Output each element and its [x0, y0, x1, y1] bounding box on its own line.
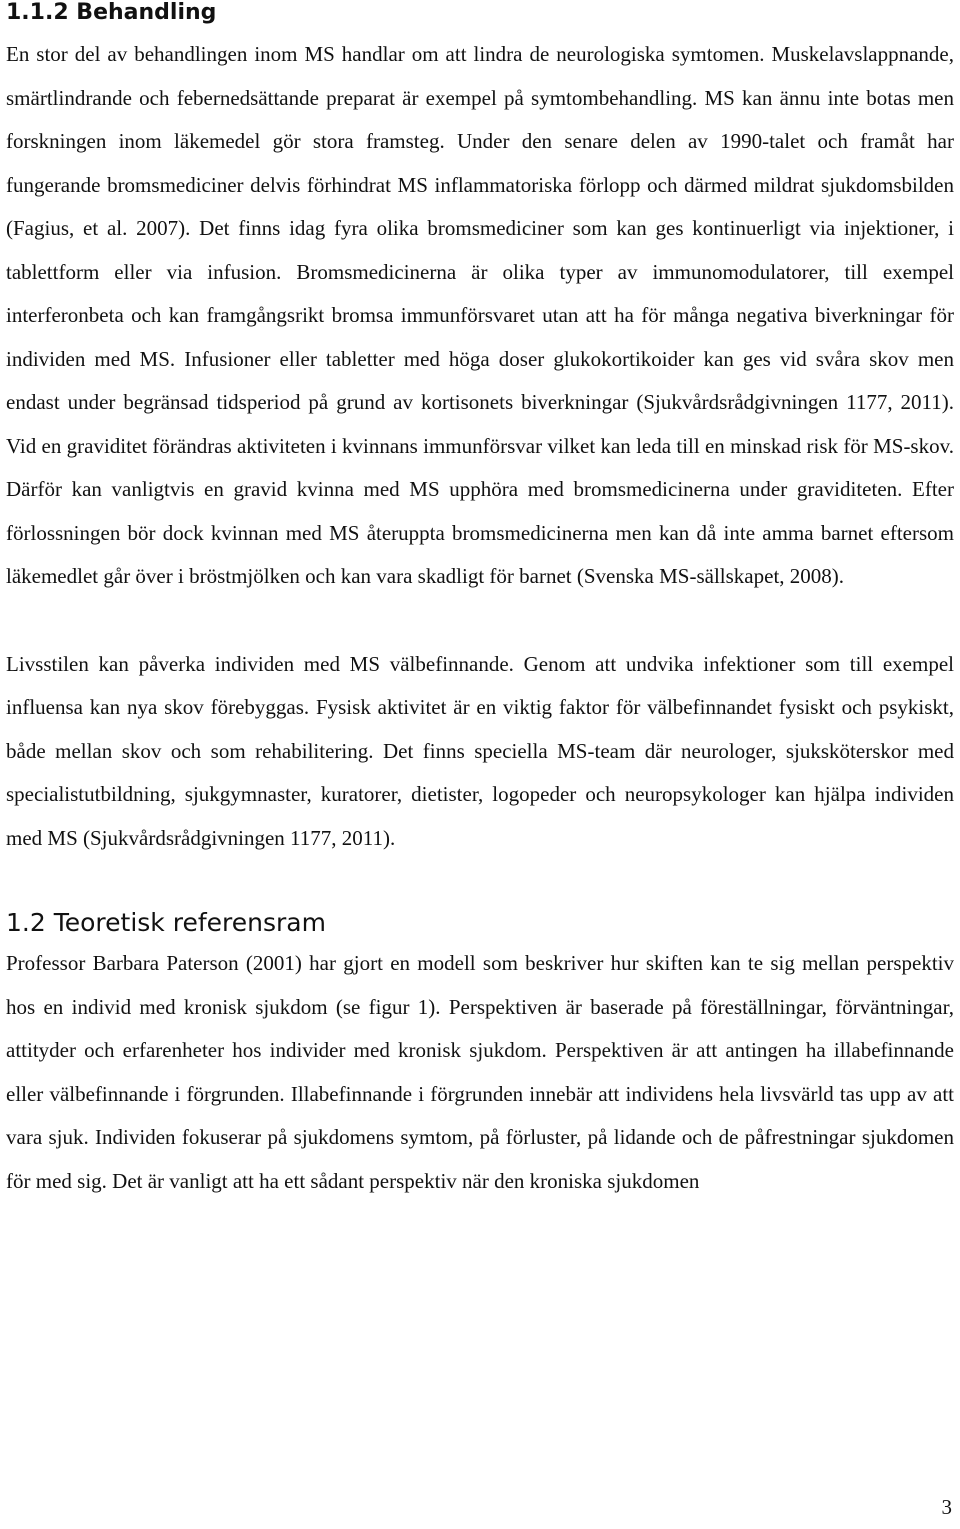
- page-number: 3: [941, 1495, 952, 1519]
- paragraph-teoretisk-referensram-1: Professor Barbara Paterson (2001) har gjort en modell som beskriver hur skiften kan te sig mellan perspektiv hos en individ med kronisk sjukdom (se figur 1). Perspektiven är baserade på föreställningar, förväntningar, attityder och erfarenheter hos individer med kronisk sjukdom. Perspektiven är att antingen ha illabefinnande eller välbefinnande i förgrunden. Illabefinnande i förgrunden innebär att individens hela livsvärld tas upp av att vara sjuk. Individen fokuserar på sjukdomens symtom, på förluster, på lidande och de påfrestningar sjukdomen för med sig. Det är vanligt att ha ett sådant perspektiv när den kroniska sjukdomen: [6, 951, 954, 1193]
- paragraph-behandling-1: En stor del av behandlingen inom MS handlar om att lindra de neurologiska symtomen. Muskelavslappnande, smärtlindrande och febernedsättande preparat är exempel på symtombehandling. MS kan ännu inte botas men forskningen inom läkemedel gör stora framsteg. Under den senare delen av 1990-talet och framåt har fungerande bromsmediciner delvis förhindrat MS inflammatoriska förlopp och därmed mildrat sjukdomsbilden (Fagius, et al. 2007). Det finns idag fyra olika bromsmediciner som kan ges kontinuerligt via injektioner, i tablettform eller via infusion. Bromsmedicinerna är olika typer av immunomodulatorer, till exempel interferonbeta och kan framgångsrikt bromsa immunförsvaret utan att ha för många negativa biverkningar för individen med MS. Infusioner eller tabletter med höga doser glukokortikoider kan ges vid svåra skov men endast under begränsad tidsperiod på grund av kortisonets biverkningar (Sjukvårdsrådgivningen 1177, 2011). Vid en graviditet förändras aktiviteten i kvinnans immunförsvar vilket kan leda till en minskad risk för MS-skov. Därför kan vanligtvis en gravid kvinna med MS upphöra med bromsmedicinerna under graviditeten. Efter förlossningen bör dock kvinnan med MS återuppta bromsmedicinerna men kan då inte amma barnet eftersom läkemedlet går över i bröstmjölken och kan vara skadligt för barnet (Svenska MS-sällskapet, 2008).: [6, 42, 954, 588]
- paragraph-behandling-2: Livsstilen kan påverka individen med MS välbefinnande. Genom att undvika infektioner som till exempel influensa kan nya skov förebyggas. Fysisk aktivitet är en viktig faktor för välbefinnandet fysiskt och psykiskt, både mellan skov och som rehabilitering. Det finns speciella MS-team där neurologer, sjuksköterskor med specialistutbildning, sjukgymnaster, kuratorer, dietister, logopeder och neuropsykologer kan hjälpa individen med MS (Sjukvårdsrådgivningen 1177, 2011).: [6, 651, 954, 850]
- document-page: [6, 0, 954, 1203]
- section-heading-behandling: 1.1.2 Behandling: [6, 0, 217, 25]
- section-heading-teoretisk-referensram: 1.2 Teoretisk referensram: [6, 908, 326, 937]
